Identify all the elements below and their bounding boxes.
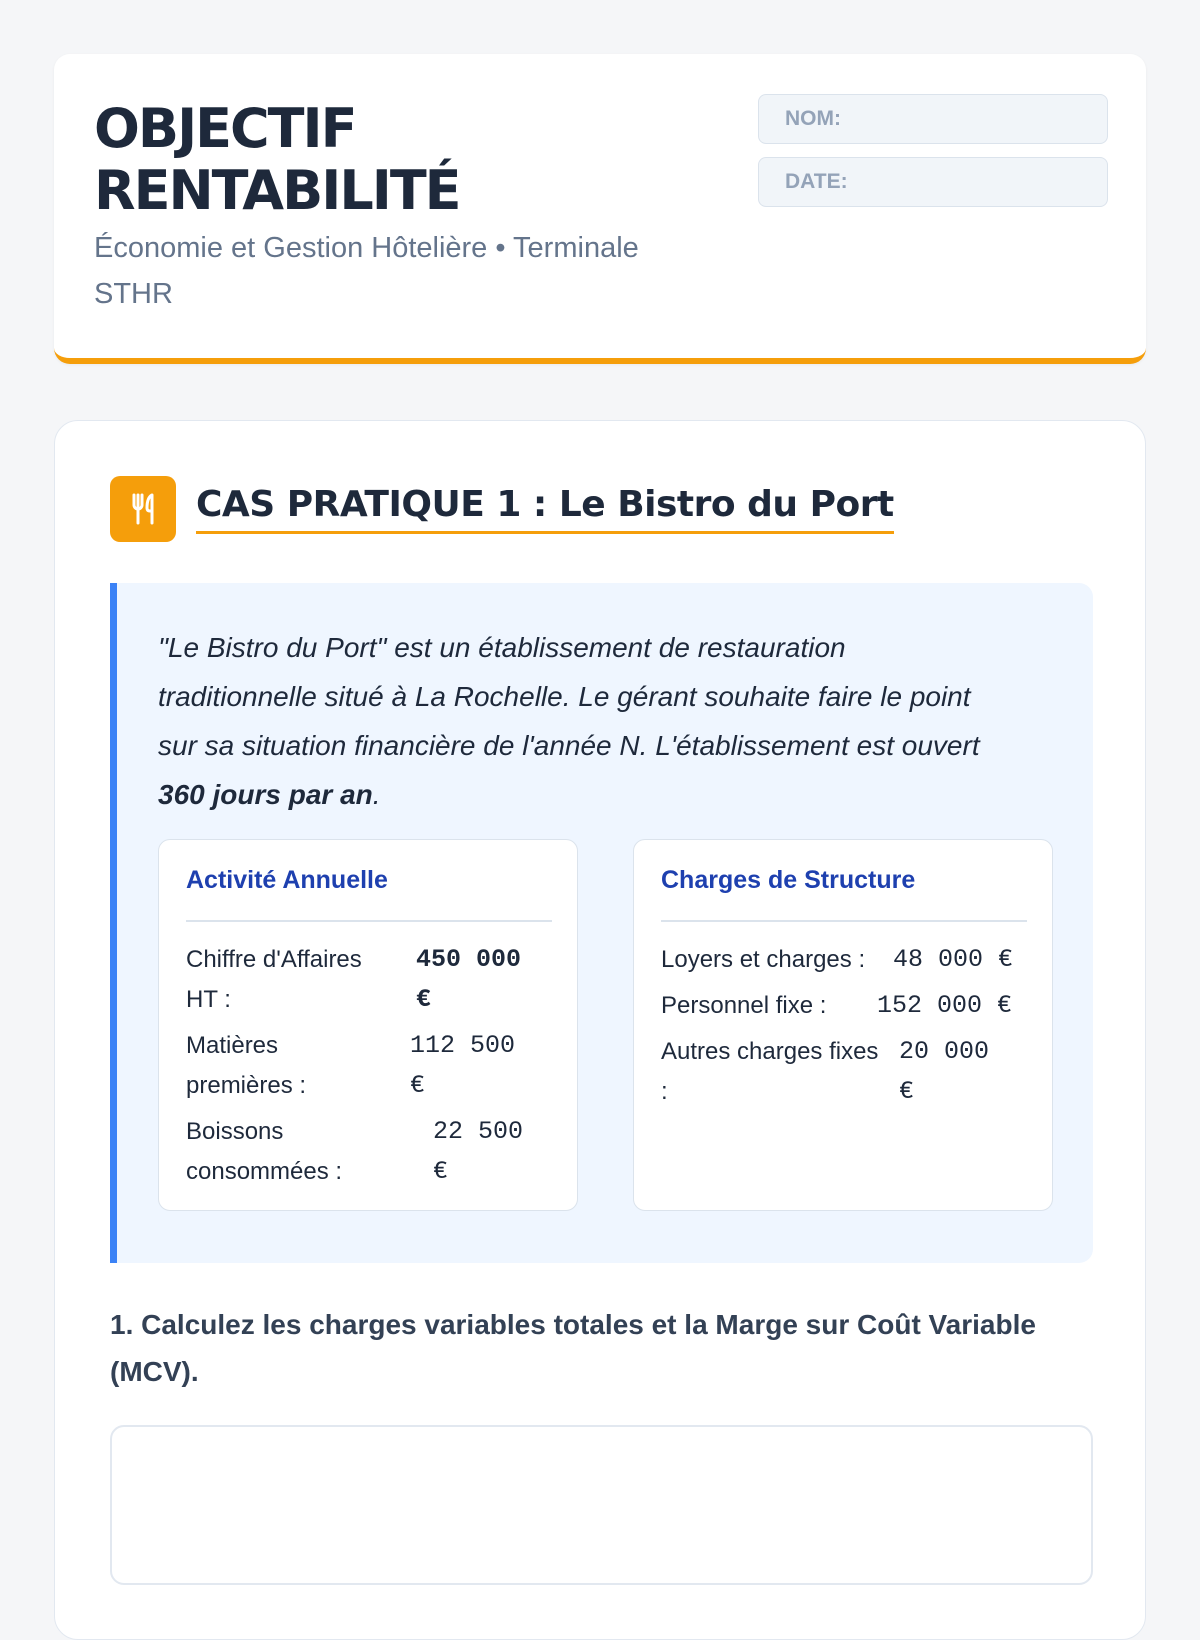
page-title xyxy=(94,98,714,222)
context-line-1: "Le Bistro du Port" est un établissement de restauration xyxy=(158,632,846,663)
context-line-2: traditionnelle situé à La Rochelle. Le gérant souhaite faire le point xyxy=(158,681,971,712)
context-bold: 360 jours par an xyxy=(158,779,373,810)
row-label: Loyers et charges : xyxy=(661,946,866,973)
structure-row-autres xyxy=(661,1032,1027,1112)
context-end: . xyxy=(372,779,381,810)
row-label: Autres charges fixes xyxy=(661,1038,879,1065)
row-value: 450 000 xyxy=(416,945,522,974)
row-label: consommées : xyxy=(186,1158,343,1185)
case-card xyxy=(54,420,1146,1640)
question-line-2: (MCV). xyxy=(110,1356,199,1387)
structure-box xyxy=(633,839,1053,1211)
structure-row-personnel xyxy=(661,986,1027,1026)
row-label: Chiffre d'Affaires xyxy=(186,946,362,973)
page-subtitle xyxy=(94,225,714,317)
answer-1-field[interactable] xyxy=(110,1425,1093,1585)
row-label: : xyxy=(661,1078,668,1105)
row-label: Matières xyxy=(186,1032,279,1059)
context-box xyxy=(110,583,1093,1263)
row-label: premières : xyxy=(186,1072,307,1099)
nom-field[interactable] xyxy=(758,94,1108,144)
date-field[interactable] xyxy=(758,157,1108,207)
case-title: CAS PRATIQUE 1 : Le Bistro du Port xyxy=(196,479,894,534)
fork-knife-icon xyxy=(110,476,176,542)
row-label: Boissons xyxy=(186,1118,284,1145)
nom-label: NOM: xyxy=(785,107,841,130)
question-1 xyxy=(110,1301,1110,1395)
date-label: DATE: xyxy=(785,170,848,193)
subtitle-line-1: Économie et Gestion Hôtelière • Terminale xyxy=(94,232,639,264)
activity-row-ca xyxy=(186,940,552,1020)
activity-row-matieres xyxy=(186,1026,552,1106)
activity-row-boissons xyxy=(186,1112,552,1192)
context-line-3: sur sa situation financière de l'année N. L'établissement est ouvert xyxy=(158,730,980,761)
title-line-2: RENTABILITÉ xyxy=(94,159,460,222)
title-line-1: OBJECTIF xyxy=(94,97,356,160)
structure-title: Charges de Structure xyxy=(661,866,1027,922)
row-value: € xyxy=(433,1157,449,1186)
row-label: Personnel fixe : xyxy=(661,992,827,1019)
subtitle-line-2: STHR xyxy=(94,278,173,310)
activity-title: Activité Annuelle xyxy=(186,866,552,922)
row-value: € xyxy=(416,985,432,1014)
structure-row-loyers xyxy=(661,940,1027,980)
row-value: 112 500 xyxy=(410,1031,516,1060)
question-line-1: 1. Calculez les charges variables totales et la Marge sur Coût Variable xyxy=(110,1309,1036,1340)
row-value: € xyxy=(899,1077,915,1106)
header-card xyxy=(54,54,1146,364)
row-value: € xyxy=(410,1071,426,1100)
row-value: 20 000 xyxy=(899,1037,990,1066)
row-value: 22 500 xyxy=(433,1117,524,1146)
context-text xyxy=(158,623,1048,819)
activity-box xyxy=(158,839,578,1211)
row-value: 152 000 € xyxy=(877,991,1013,1020)
row-value: 48 000 € xyxy=(893,945,1014,974)
row-label: HT : xyxy=(186,986,231,1013)
